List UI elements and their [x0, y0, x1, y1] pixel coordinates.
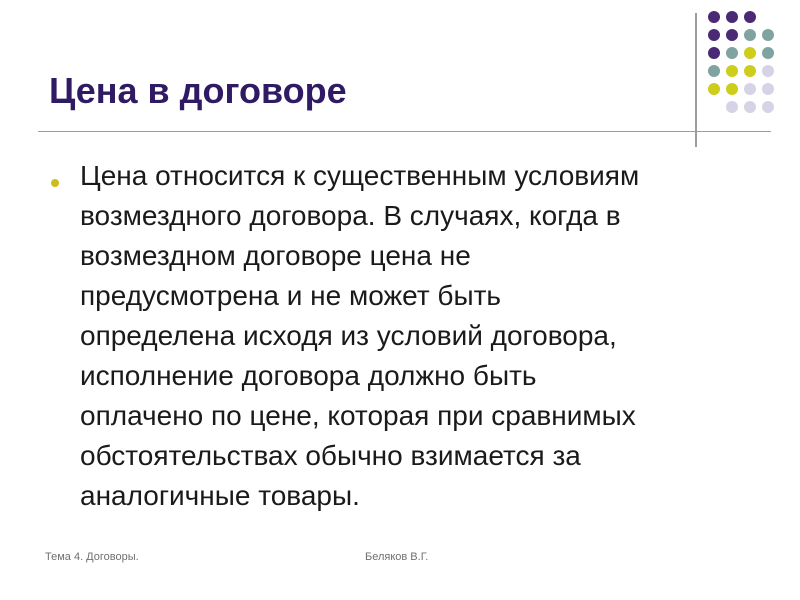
slide-body-text — [80, 156, 755, 516]
decor-dot — [708, 83, 720, 95]
slide-title: Цена в договоре — [49, 70, 347, 111]
decor-dot — [762, 83, 774, 95]
body-line: возмездного договора. В случаях, когда в — [80, 200, 621, 231]
footer-author: Беляков В.Г. — [365, 551, 429, 563]
decor-dot — [726, 11, 738, 23]
body-line: возмездном договоре цена не — [80, 240, 471, 271]
decor-dot — [708, 29, 720, 41]
decor-dot-grid — [706, 9, 796, 134]
body-line: определена исходя из условий договора, — [80, 320, 617, 351]
body-line: оплачено по цене, которая при сравнимых — [80, 400, 636, 431]
decor-dot — [744, 47, 756, 59]
decor-dot — [726, 101, 738, 113]
decor-dot — [726, 47, 738, 59]
decor-dot — [708, 47, 720, 59]
body-line: обстоятельствах обычно взимается за — [80, 440, 581, 471]
body-line: аналогичные товары. — [80, 480, 360, 511]
decor-vertical-line — [695, 13, 697, 147]
decor-dot — [708, 11, 720, 23]
decor-dot — [762, 29, 774, 41]
bullet-icon — [51, 179, 59, 187]
body-line: Цена относится к существенным условиям — [80, 160, 640, 191]
decor-dot — [744, 101, 756, 113]
decor-dot — [726, 29, 738, 41]
decor-dot — [762, 65, 774, 77]
decor-dot — [744, 65, 756, 77]
decor-dot — [744, 11, 756, 23]
footer-topic: Тема 4. Договоры. — [45, 551, 139, 563]
decor-dot — [726, 65, 738, 77]
decor-dot — [762, 101, 774, 113]
decor-dot — [744, 83, 756, 95]
decor-dot — [726, 83, 738, 95]
decor-dot — [708, 65, 720, 77]
body-line: исполнение договора должно быть — [80, 360, 537, 391]
decor-horizontal-line — [38, 131, 771, 132]
body-line: предусмотрена и не может быть — [80, 280, 501, 311]
decor-dot — [762, 47, 774, 59]
decor-dot — [744, 29, 756, 41]
